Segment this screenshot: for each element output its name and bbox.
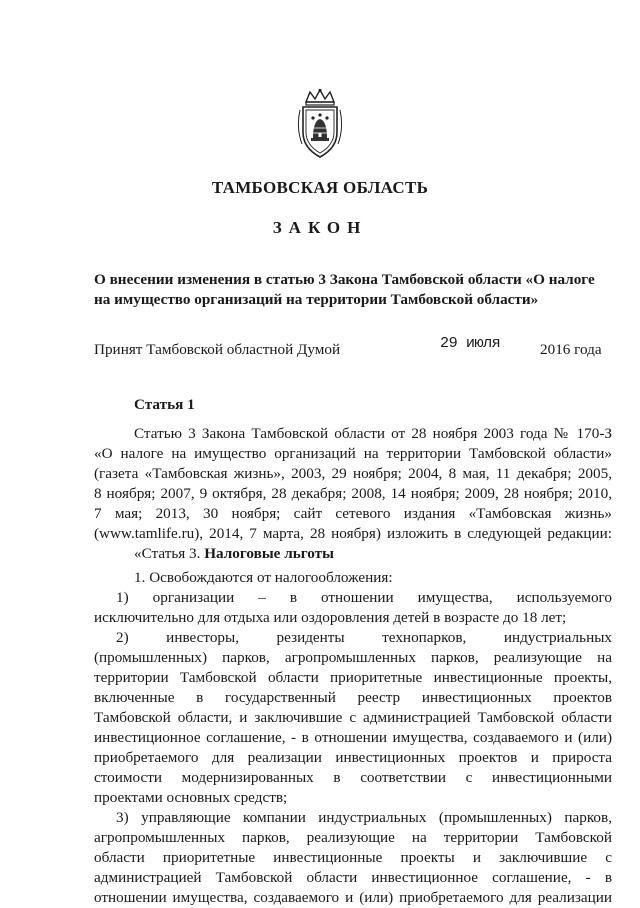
new-article-line (94, 544, 612, 564)
text-line: инвестиционное соглашение, - в отношении имущества, создаваемого и (или) (94, 729, 612, 746)
adoption-text: Принят Тамбовской областной Думой (94, 341, 341, 358)
text-line: 7 мая; 2013, 30 ноября; сайт сетевого издания «Тамбовская жизнь» (94, 505, 612, 522)
article-intro (94, 424, 612, 564)
region-heading: ТАМБОВСКАЯ ОБЛАСТЬ (211, 178, 429, 197)
article-heading: Статья 1 (134, 396, 195, 413)
law-title-line: на имущество организаций на территории Тамбовской области» (94, 291, 539, 308)
document-type-heading: ЗАКОН (272, 218, 368, 237)
adoption-date: 29 июля (440, 334, 501, 352)
text-line: (промышленных) парков, агропромышленных парков, реализующие на (94, 649, 612, 666)
exemptions-intro: 1. Освобождаются от налогообложения: (134, 569, 393, 586)
text-line: (газета «Тамбовская жизнь», 2003, 29 ноября; 2004, 8 мая, 11 декабря; 2005, (94, 465, 612, 482)
text-line: агропромышленных парков, реализующие на территории Тамбовской (94, 829, 612, 846)
tambov-coat-of-arms-icon (294, 88, 346, 160)
text-line: 1) организации – в отношении имущества, используемого (116, 589, 612, 606)
text-line: 8 ноября; 2007, 9 октября, 28 декабря; 2008, 14 ноября; 2009, 28 ноября; 2010, (94, 485, 612, 502)
text-line: проектами основных средств; (94, 789, 288, 806)
exemptions-section (94, 568, 612, 908)
text-line: исключительно для отдыха или оздоровления детей в возрасте до 18 лет; (94, 609, 567, 626)
text-line: Статью 3 Закона Тамбовской области от 28 ноября 2003 года № 170-З (134, 425, 612, 442)
text-line: 3) управляющие компании индустриальных (промышленных) парков, (116, 809, 612, 826)
text-line: (www.tamlife.ru), 2014, 7 марта, 28 ноября) изложить в следующей редакции: (94, 525, 612, 542)
text-line: 2) инвесторы, резиденты технопарков, индустриальных (116, 629, 612, 646)
text-line: «О налоге на имущество организаций на территории Тамбовской области» (94, 445, 612, 462)
text-line: приобретаемого для реализации инвестиционных проектов и прироста (94, 749, 612, 766)
text-line: стоимости модернизированных в соответствии с инвестиционными (94, 769, 612, 786)
text-line: Тамбовской области, и заключившие с администрацией Тамбовской области (94, 709, 612, 726)
text-line: администрацией Тамбовской области инвестиционное соглашение, - в (94, 869, 612, 886)
new-article-title: Налоговые льготы (204, 545, 335, 562)
text-line: отношении имущества, создаваемого и (или) приобретаемого для реализации (94, 889, 612, 906)
law-title (94, 270, 614, 310)
new-article-prefix: «Статья 3. (134, 545, 201, 562)
text-line: включенные в государственный реестр инвестиционных проектов (94, 689, 612, 706)
law-title-line: О внесении изменения в статью 3 Закона Тамбовской области «О налоге (94, 271, 595, 288)
text-line: области приоритетные инвестиционные проекты и заключившие с (94, 849, 612, 866)
text-line: территории Тамбовской области приоритетные инвестиционные проекты, (94, 669, 612, 686)
adoption-year: 2016 года (540, 341, 602, 358)
